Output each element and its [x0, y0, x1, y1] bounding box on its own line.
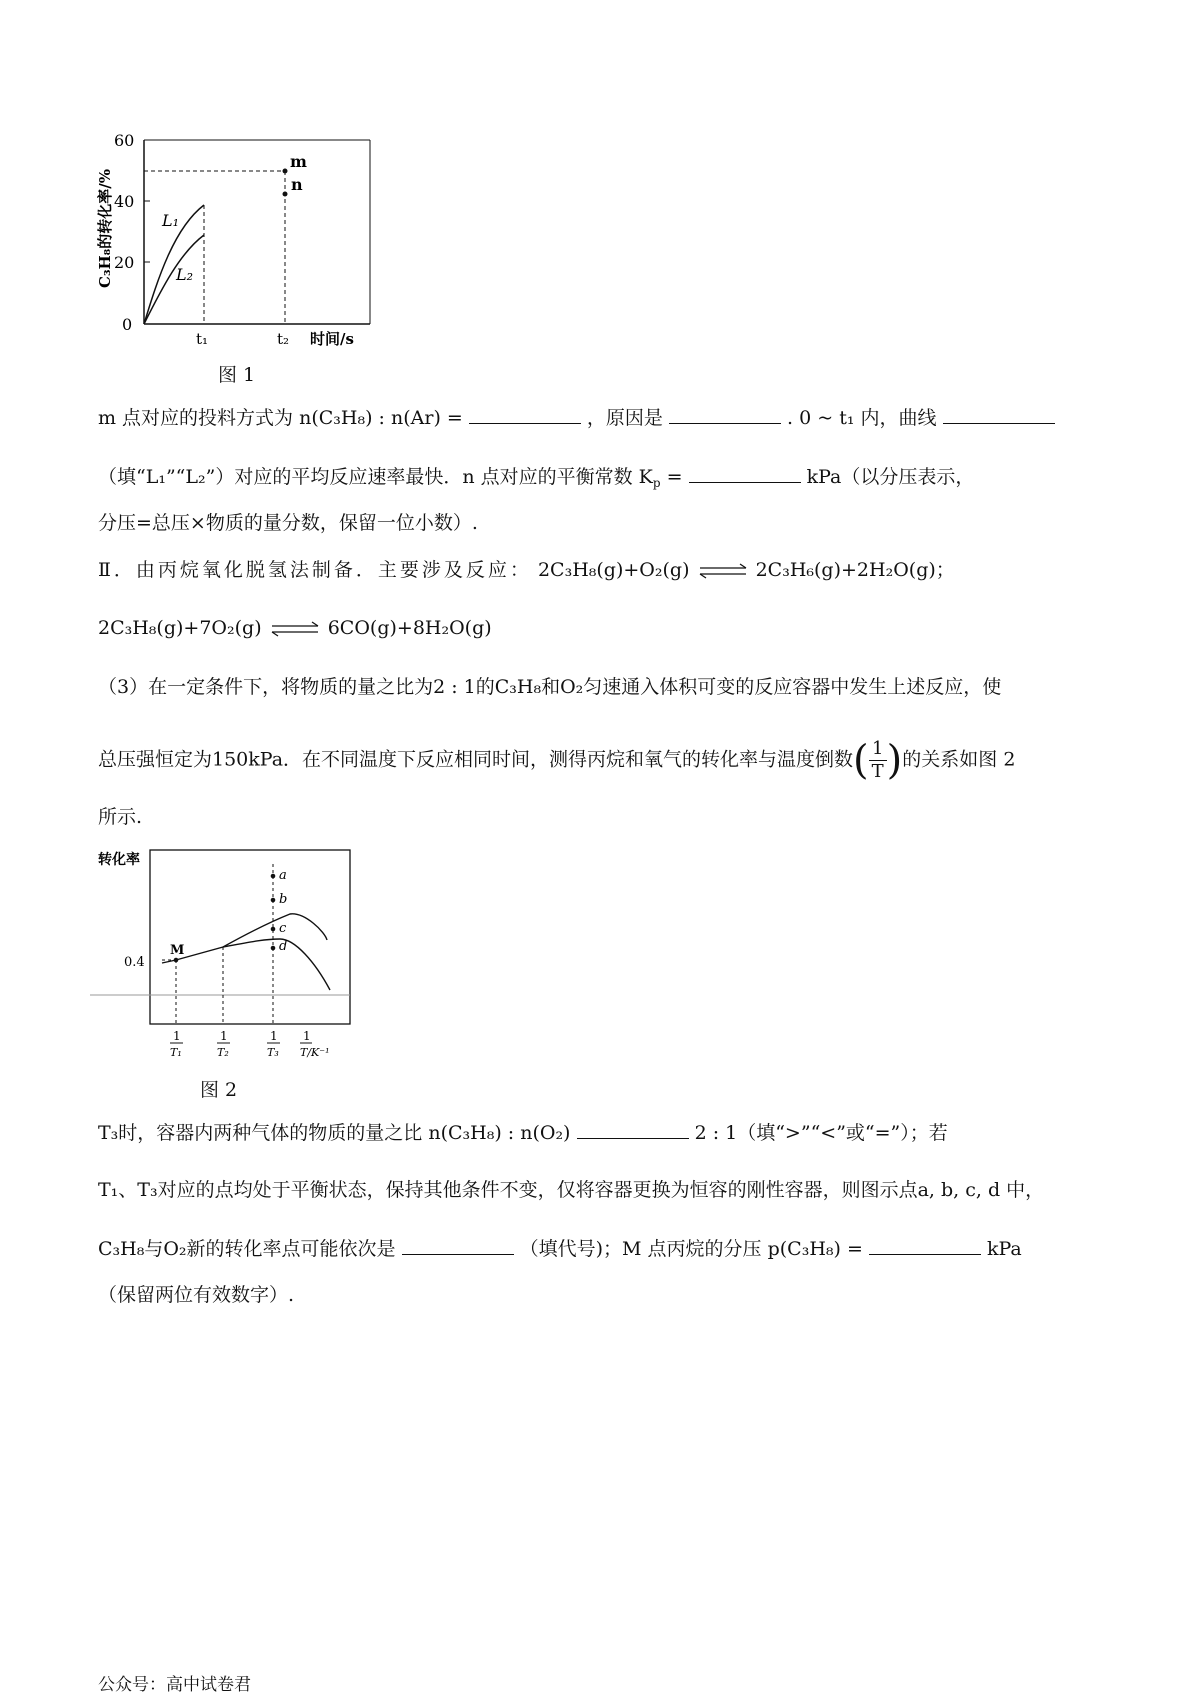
- point-n: [283, 192, 288, 197]
- text-line-10: T₁、T₃对应的点均处于平衡状态，保持其他条件不变，仅将容器更换为恒容的刚性容器，则图示点a, b, c, d 中，: [98, 1179, 1045, 1201]
- point-label-n: n: [291, 175, 303, 194]
- point-label-c: c: [279, 921, 287, 936]
- answer-blank-pressure[interactable]: [869, 1234, 981, 1255]
- equilibrium-arrow-icon: [268, 620, 322, 638]
- fig1-x-axis-label: 时间/s: [310, 330, 354, 348]
- text-line-1: m 点对应的投料方式为 n(C₃H₈) : n(Ar) = ，原因是 . 0 ~ t₁ 内，曲线: [98, 403, 1055, 432]
- point-d: [271, 946, 276, 951]
- text-line-2: （填“L₁”“L₂”）对应的平均反应速率最快．n 点对应的平衡常数 $K_p = kPa$（以分压表示，: [98, 462, 974, 491]
- text-line-6: （3）在一定条件下，将物质的量之比为2 : 1的C₃H₈和O₂匀速通入体积可变的反应容器中发生上述反应，使: [98, 676, 1002, 698]
- svg-text:1: 1: [270, 1029, 278, 1043]
- svg-text:T/K⁻¹: T/K⁻¹: [300, 1046, 330, 1059]
- fig1-x-tick: t₂: [277, 330, 290, 348]
- curve-L2: [144, 235, 204, 324]
- text-line-11: C₃H₈与O₂新的转化率点可能依次是 （填代号)；M 点丙烷的分压 p(C₃H₈) = kPa: [98, 1234, 1022, 1263]
- answer-blank-points[interactable]: [402, 1234, 514, 1255]
- fig1-y-tick: 0: [122, 315, 133, 334]
- fig2-y-axis-label: 转化率: [98, 852, 140, 868]
- figure-2-caption: 图 2: [200, 1079, 238, 1101]
- text-line-8: 所示.: [98, 806, 143, 828]
- figure-1-chart: [92, 128, 382, 378]
- fig1-y-tick: 40: [114, 192, 135, 211]
- svg-text:T₂: T₂: [217, 1046, 229, 1059]
- point-b: [271, 898, 276, 903]
- point-label-b: b: [279, 892, 288, 907]
- text-line-12: （保留两位有效数字）.: [98, 1284, 295, 1306]
- svg-text:1: 1: [303, 1029, 311, 1043]
- answer-blank-reason[interactable]: [669, 403, 781, 424]
- answer-blank-kp[interactable]: [689, 462, 801, 483]
- text-line-3: 分压=总压×物质的量分数，保留一位小数）.: [98, 512, 478, 534]
- fig1-y-tick: 60: [114, 131, 135, 150]
- fraction-1-over-T: $\frac{1}{T}$: [869, 738, 887, 783]
- curve-label-L2: L₂: [176, 265, 194, 284]
- answer-blank-compare[interactable]: [577, 1118, 689, 1139]
- figure-1-caption: 图 1: [218, 364, 256, 386]
- point-a: [271, 874, 276, 879]
- svg-text:1: 1: [173, 1029, 181, 1043]
- fig1-y-tick: 20: [114, 253, 135, 272]
- point-label-d: d: [279, 939, 288, 954]
- equilibrium-arrow-icon: [696, 562, 750, 580]
- answer-blank-curve[interactable]: [943, 403, 1055, 424]
- fig1-y-axis-label: C₃H₈的转化率/%: [96, 169, 114, 288]
- point-label-a: a: [279, 868, 287, 883]
- footer-note: 公众号：高中试卷君: [98, 1675, 251, 1695]
- curve-upper: [162, 914, 327, 963]
- figure-2-chart: [90, 842, 360, 1072]
- point-m: [283, 169, 288, 174]
- curve-label-L1: L₁: [162, 211, 180, 230]
- curve-lower: [223, 939, 330, 990]
- svg-text:T₁: T₁: [170, 1046, 182, 1059]
- text-line-7: 总压强恒定为150kPa．在不同温度下反应相同时间，测得丙烷和氧气的转化率与温度倒数( $\frac{1}{T}$ )的关系如图 2: [98, 737, 1016, 784]
- svg-text:1: 1: [220, 1029, 228, 1043]
- point-label-m: m: [290, 152, 307, 171]
- svg-text:T₃: T₃: [267, 1046, 279, 1059]
- point-c: [271, 927, 276, 932]
- answer-blank-ratio[interactable]: [469, 403, 581, 424]
- text-line-4: Ⅱ．由丙烷氧化脱氢法制备．主要涉及反应： 2C₃H₈(g)+O₂(g) 2C₃H₆(g)+2H₂O(g)；: [98, 559, 955, 581]
- fig1-x-tick: t₁: [196, 330, 209, 348]
- fig2-y-tick: 0.4: [124, 955, 145, 970]
- text-line-5: 2C₃H₈(g)+7O₂(g) 6CO(g)+8H₂O(g): [98, 617, 492, 639]
- point-label-M: M: [170, 943, 185, 958]
- text-line-9: T₃时，容器内两种气体的物质的量之比 n(C₃H₈) : n(O₂) 2 : 1（填“>”“<”或“=”）；若: [98, 1118, 948, 1147]
